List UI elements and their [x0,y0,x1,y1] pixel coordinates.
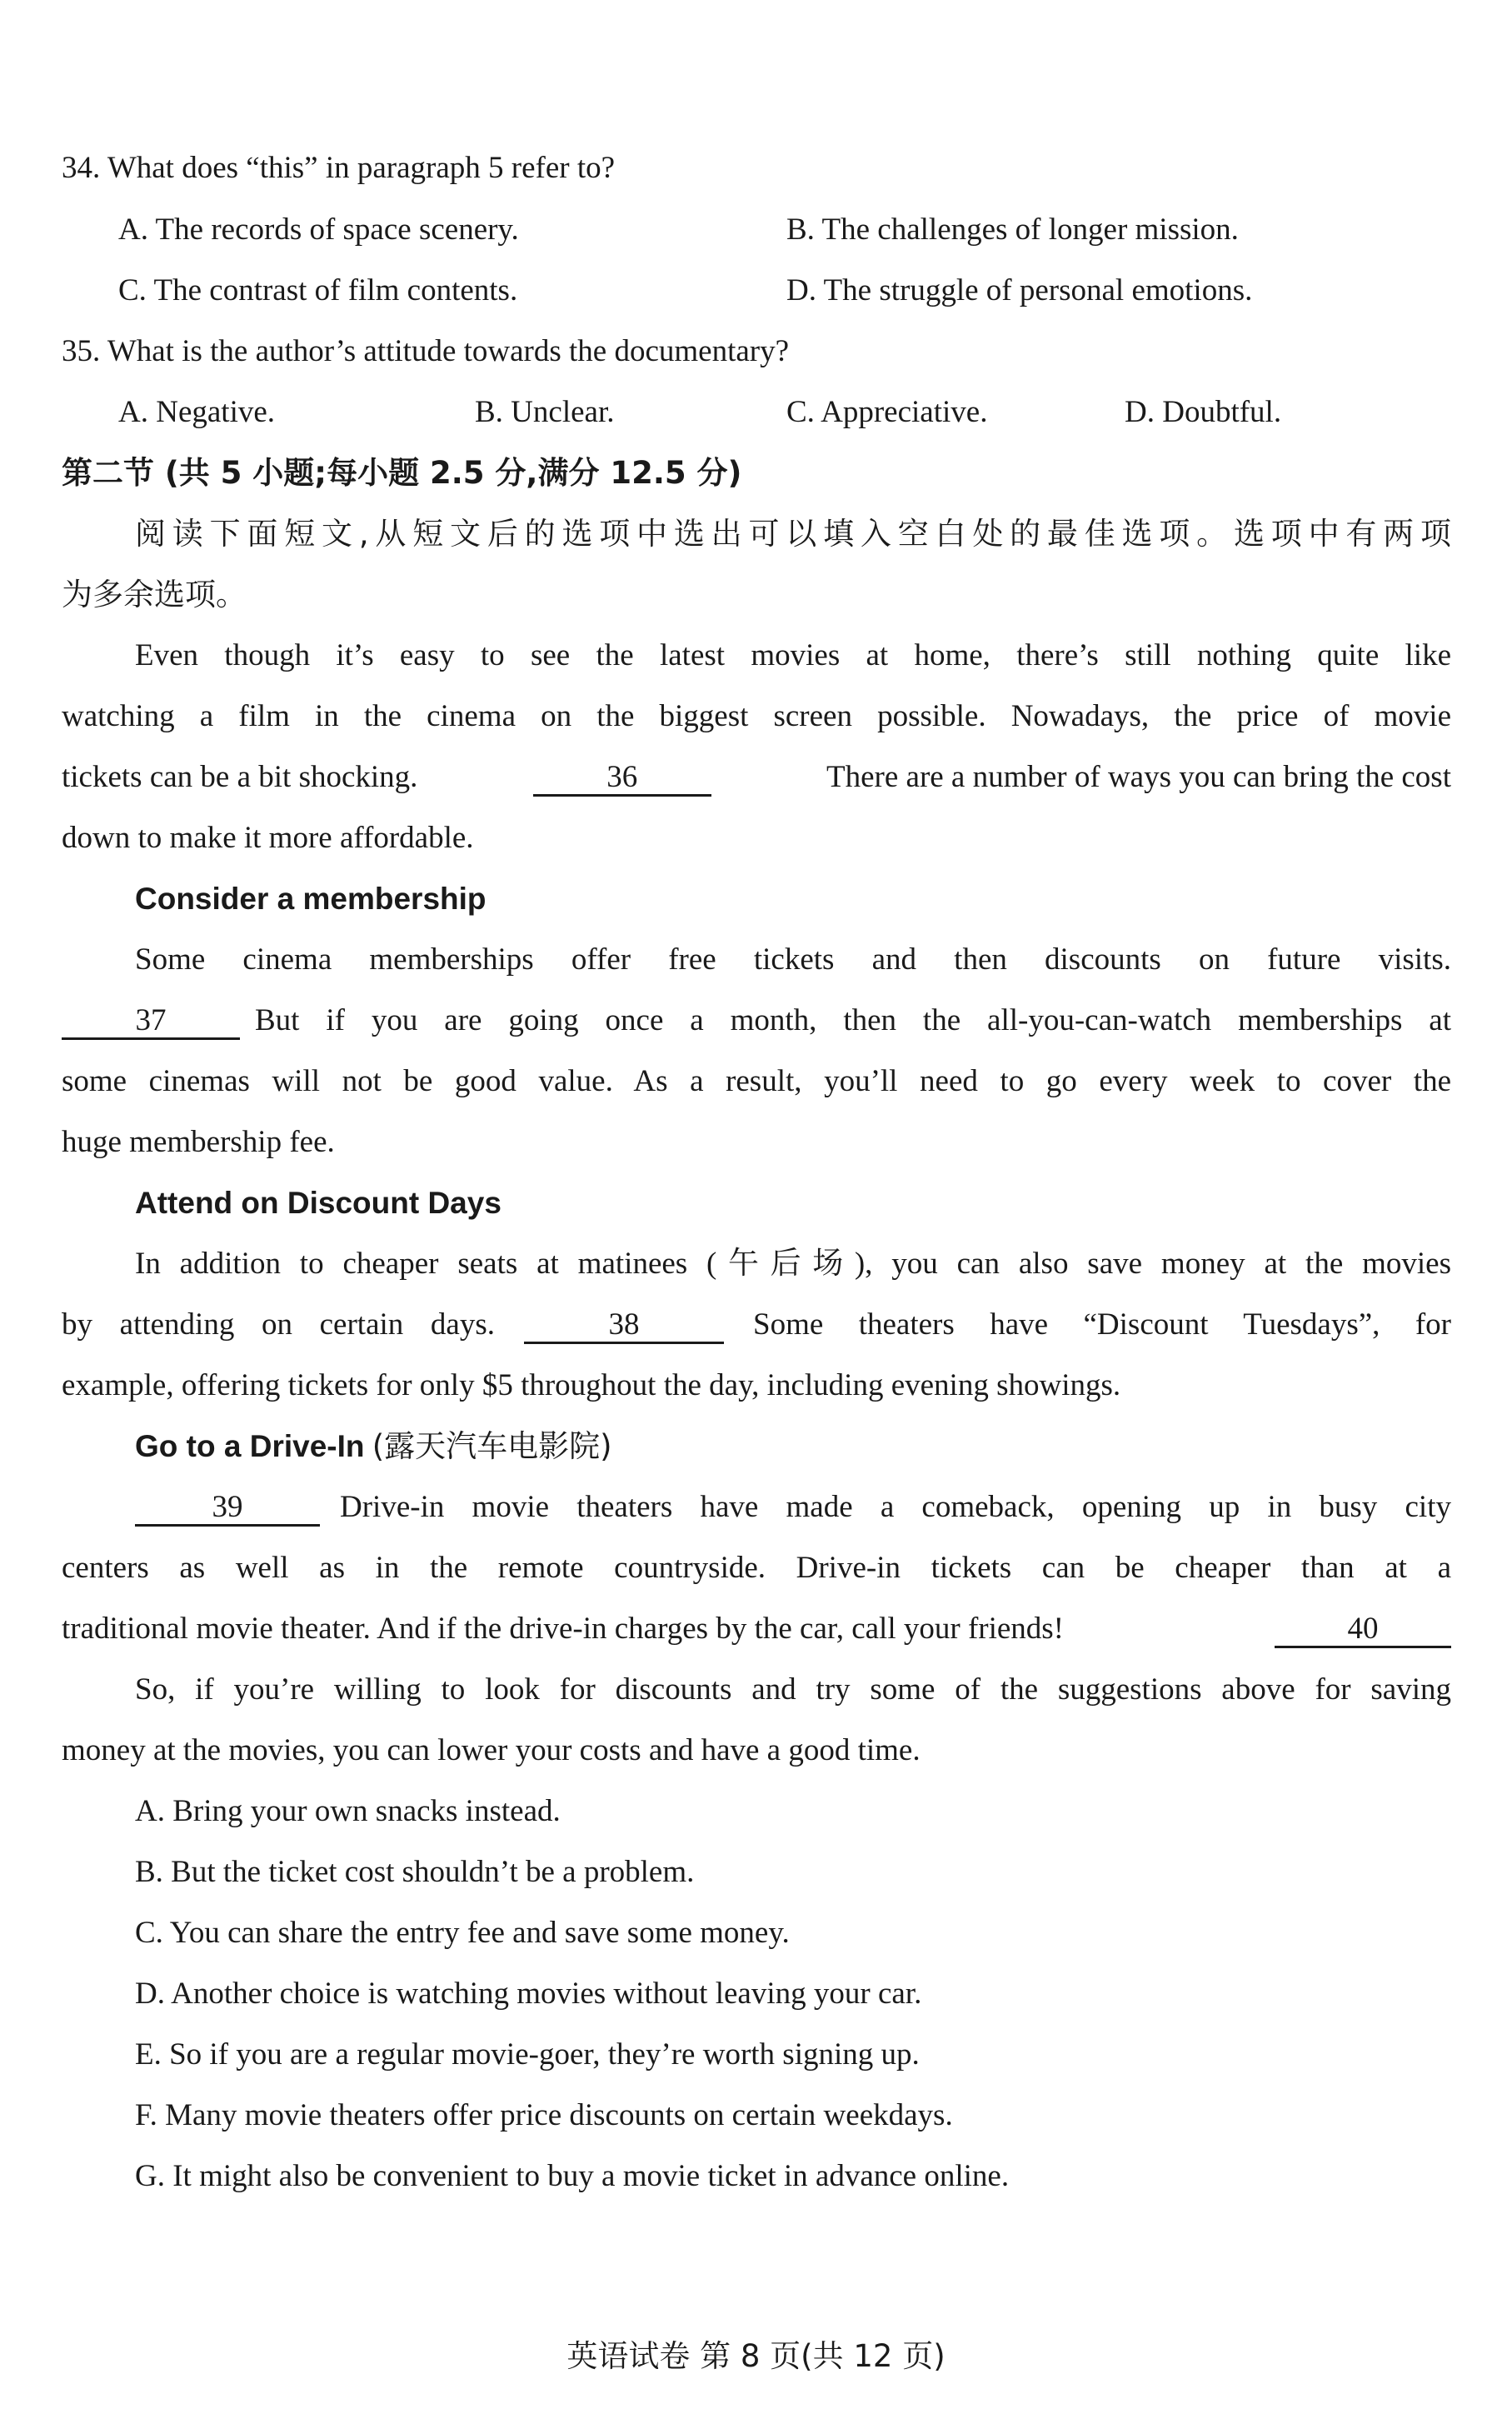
passage-p4-line2: centers as well as in the remote countryside. Drive-in tickets can be cheaper than at a [62,1551,1451,1585]
passage-p3-line2 [62,1309,1451,1344]
passage-p1-line3-end: There are a number of ways you can bring the cost [826,760,1451,794]
option-a: A. Bring your own snacks instead. [135,1794,561,1828]
question-34-stem: 34. What does “this” in paragraph 5 refer to? [62,151,616,185]
section-instruction-line1: 阅读下面短文,从短文后的选项中选出可以填入空白处的最佳选项。选项中有两项 [135,516,1451,552]
answer-blank-37: 37 [62,1005,240,1040]
option-f: F. Many movie theaters offer price discounts on certain weekdays. [135,2098,953,2132]
subheading-membership: Consider a membership [135,882,487,916]
answer-blank-40: 40 [1275,1613,1451,1648]
passage-p2-line2 [62,1005,1451,1040]
passage-p1-line4: down to make it more affordable. [62,821,474,855]
passage-p4-line3 [62,1613,1451,1648]
subheading-drive-in-title: Go to a Drive-In [135,1429,365,1463]
page-footer: 英语试卷 第 8 页(共 12 页) [566,2338,946,2374]
subheading-drive-in-note: (露天汽车电影院) [372,1428,612,1464]
passage-p4-line1 [135,1492,1451,1527]
passage-p2-line4: huge membership fee. [62,1125,335,1159]
q34-option-c: C. The contrast of film contents. [118,273,518,307]
section-instruction-line2: 为多余选项。 [62,577,247,612]
passage-p3-line1: In addition to cheaper seats at matinees (午后场), you can also save money at the movies [135,1247,1451,1281]
passage-p5-line2: money at the movies, you can lower your costs and have a good time. [62,1733,921,1767]
subheading-drive-in [135,1428,612,1464]
passage-p4-line1-text: Drive-in movie theaters have made a comeback, opening up in busy city [340,1490,1451,1524]
q35-option-c: C. Appreciative. [786,395,988,429]
passage-p3-line3: example, offering tickets for only $5 throughout the day, including evening showings. [62,1368,1121,1402]
answer-blank-39: 39 [135,1492,320,1527]
passage-p2-line2-text: But if you are going once a month, then the all-you-can-watch memberships at [255,1003,1451,1037]
passage-p1-line1: Even though it’s easy to see the latest movies at home, there’s still nothing quite like [135,638,1451,672]
passage-p3-line2-start: by attending on certain days. [62,1307,495,1342]
option-c: C. You can share the entry fee and save some money. [135,1916,790,1950]
passage-p2-line3: some cinemas will not be good value. As a result, you’ll need to go every week to cover the [62,1064,1451,1098]
q34-option-d: D. The struggle of personal emotions. [786,273,1253,307]
subheading-discount-days: Attend on Discount Days [135,1186,502,1220]
q35-option-a: A. Negative. [118,395,276,429]
q34-option-a: A. The records of space scenery. [118,212,519,247]
option-g: G. It might also be convenient to buy a movie ticket in advance online. [135,2159,1010,2193]
option-e: E. So if you are a regular movie-goer, they’re worth signing up. [135,2037,920,2072]
q34-option-b: B. The challenges of longer mission. [786,212,1239,247]
option-b: B. But the ticket cost shouldn’t be a problem. [135,1855,695,1889]
question-35-stem: 35. What is the author’s attitude towards the documentary? [62,334,790,368]
section-heading: 第二节 (共 5 小题;每小题 2.5 分,满分 12.5 分) [62,455,742,491]
q35-option-d: D. Doubtful. [1125,395,1282,429]
q35-option-b: B. Unclear. [475,395,615,429]
option-d: D. Another choice is watching movies without leaving your car. [135,1977,922,2011]
passage-p1-line2: watching a film in the cinema on the biggest screen possible. Nowadays, the price of movie [62,699,1451,733]
passage-p5-line1: So, if you’re willing to look for discounts and try some of the suggestions above for saving [135,1672,1451,1707]
answer-blank-38: 38 [524,1309,724,1344]
passage-p4-line3-text: traditional movie theater. And if the drive-in charges by the car, call your friends! [62,1612,1065,1646]
passage-p1-line3-start: tickets can be a bit shocking. [62,760,418,794]
passage-p2-line1: Some cinema memberships offer free tickets and then discounts on future visits. [135,942,1451,977]
passage-p1-line3 [62,762,1451,797]
passage-p3-line2-end: Some theaters have “Discount Tuesdays”, for [753,1307,1451,1342]
answer-blank-36: 36 [533,762,711,797]
